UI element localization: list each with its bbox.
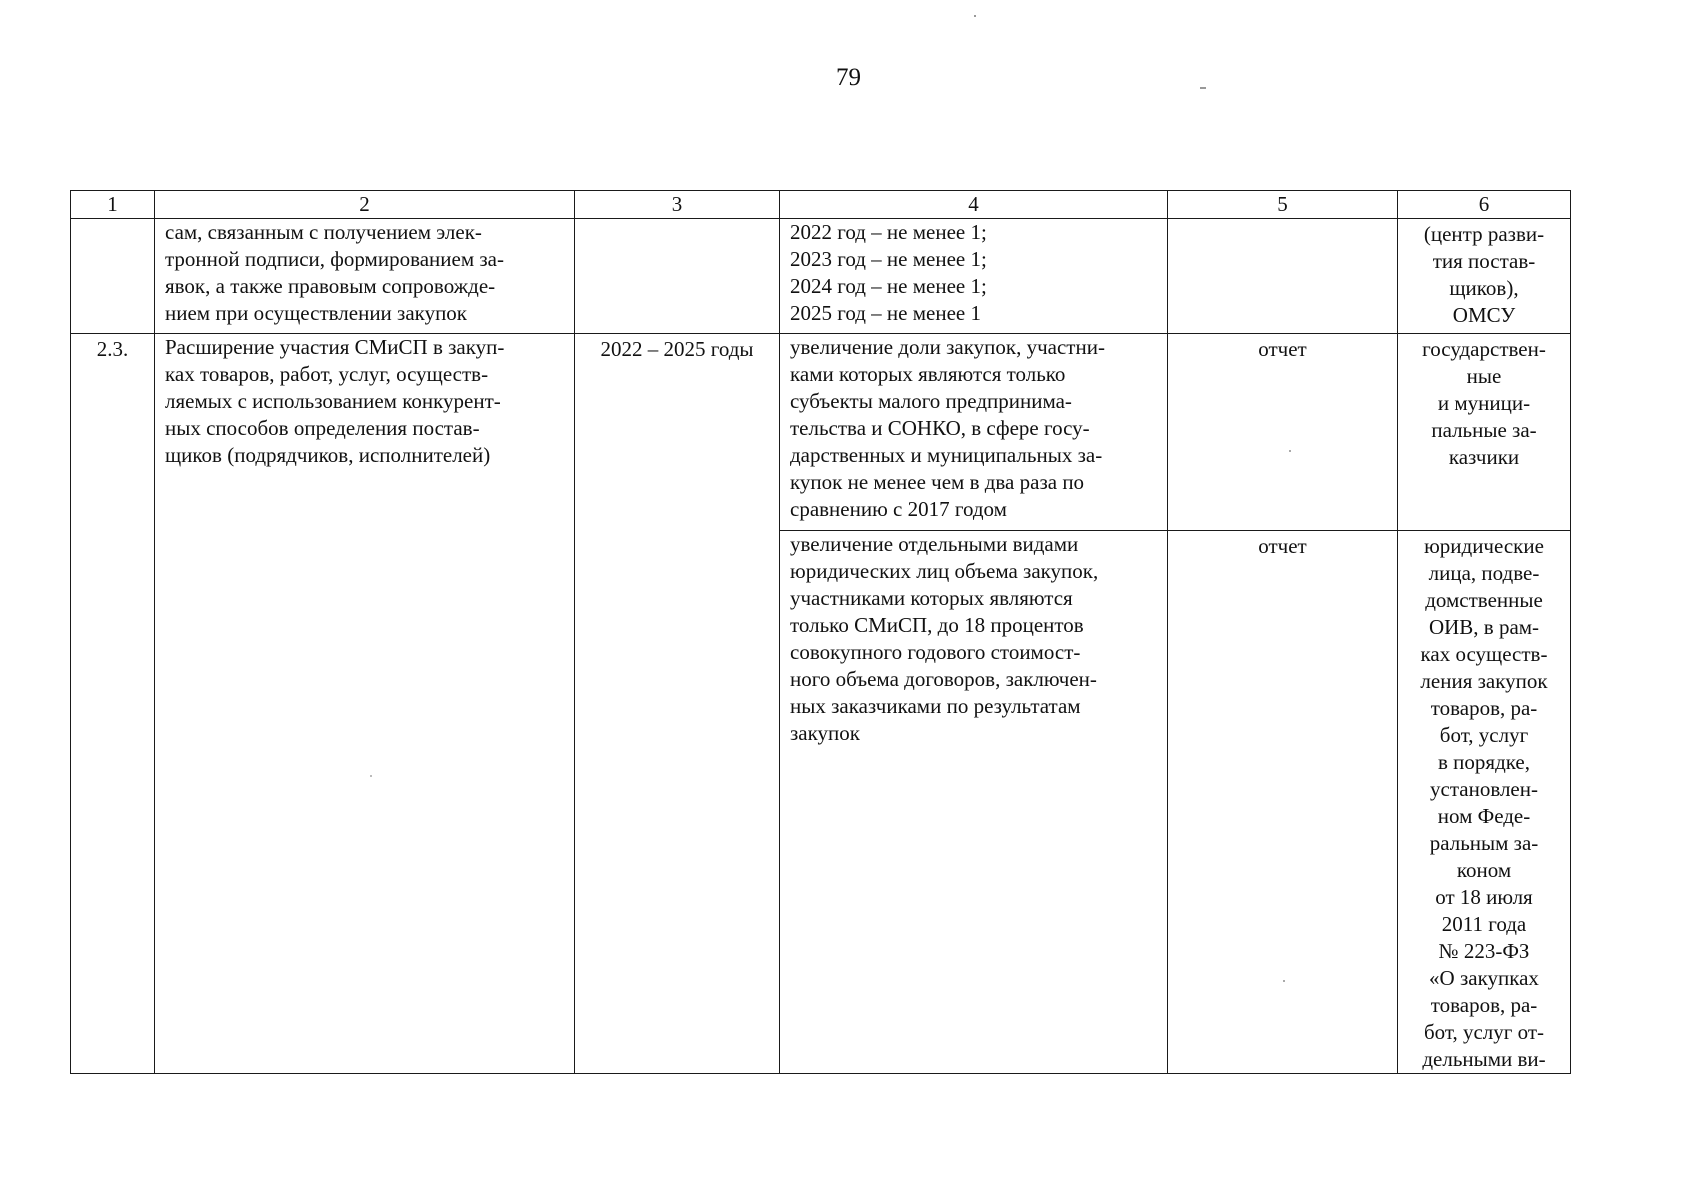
text-line: пальные за- <box>1431 418 1537 442</box>
measure-description-cell <box>155 219 575 334</box>
text-line: и муници- <box>1437 391 1531 415</box>
text-line: государствен- <box>1422 337 1546 361</box>
scan-speck <box>974 15 976 17</box>
column-number-2: 2 <box>155 191 575 219</box>
text-line: бот, услуг <box>1439 723 1529 747</box>
text-line: казчики <box>1448 445 1520 469</box>
text-line: бот, услуг от- <box>1423 1020 1545 1044</box>
table-row <box>71 334 1571 531</box>
text-line: ном Феде- <box>1437 804 1531 828</box>
text-line: сам, связанным с получением элек- <box>165 220 482 244</box>
text-line: только СМиСП, до 18 процентов <box>790 613 1084 637</box>
text-line: купок не менее чем в два раза по <box>790 470 1085 494</box>
text-line: домственные <box>1425 588 1543 612</box>
text-line: ных способов определения постав- <box>165 416 480 440</box>
period-cell: 2022 – 2025 годы <box>575 334 780 1074</box>
text-line: установлен- <box>1430 777 1538 801</box>
text-line: 2022 год – не менее 1; <box>790 220 987 244</box>
text-line: щиков), <box>1449 276 1519 300</box>
indicator-cell <box>780 219 1168 334</box>
text-line: товаров, ра- <box>1430 993 1538 1017</box>
column-number-5: 5 <box>1168 191 1398 219</box>
text-line: товаров, ра- <box>1430 696 1538 720</box>
text-line: ках товаров, работ, услуг, осуществ- <box>165 362 489 386</box>
plan-table <box>70 190 1571 1074</box>
text-line: ральным за- <box>1429 831 1539 855</box>
text-line: увеличение отдельными видами <box>790 532 1079 556</box>
text-line: тронной подписи, формированием за- <box>165 247 504 271</box>
text-line: явок, а также правовым сопровожде- <box>165 274 496 298</box>
text-line: ных заказчиками по результатам <box>790 694 1081 718</box>
text-line: тельства и СОНКО, в сфере госу- <box>790 416 1090 440</box>
text-line: 2011 года <box>1441 912 1527 936</box>
text-line: закупок <box>790 721 860 745</box>
text-line: субъекты малого предпринима- <box>790 389 1072 413</box>
column-number-1: 1 <box>71 191 155 219</box>
text-line: лица, подве- <box>1428 561 1540 585</box>
text-line: 2023 год – не менее 1; <box>790 247 987 271</box>
text-line: ления закупок <box>1420 669 1548 693</box>
indicator-cell <box>780 531 1168 1074</box>
executor-cell <box>1398 531 1571 1074</box>
result-form-cell: отчет <box>1168 531 1398 1074</box>
executor-cell <box>1398 334 1571 531</box>
row-number-cell <box>71 219 155 334</box>
text-line: сравнению с 2017 годом <box>790 497 1007 521</box>
text-line: в порядке, <box>1438 750 1530 774</box>
text-line: ОМСУ <box>1452 303 1516 327</box>
text-line: щиков (подрядчиков, исполнителей) <box>165 443 491 467</box>
row-number-cell: 2.3. <box>71 334 155 1074</box>
period-cell <box>575 219 780 334</box>
text-line: нием при осуществлении закупок <box>165 301 468 325</box>
page-number: 79 <box>836 64 861 91</box>
executor-cell <box>1398 219 1571 334</box>
text-line: 2024 год – не менее 1; <box>790 274 987 298</box>
column-number-4: 4 <box>780 191 1168 219</box>
column-number-3: 3 <box>575 191 780 219</box>
text-line: от 18 июля <box>1435 885 1533 909</box>
text-line: ляемых с использованием конкурент- <box>165 389 501 413</box>
result-form-cell <box>1168 219 1398 334</box>
text-line: «О закупках <box>1429 966 1539 990</box>
indicator-cell <box>780 334 1168 531</box>
text-line: тия постав- <box>1432 249 1536 273</box>
text-line: ОИВ, в рам- <box>1428 615 1540 639</box>
measure-description-cell <box>155 334 575 1074</box>
text-line: № 223-ФЗ <box>1438 939 1530 963</box>
text-line: ками которых являются только <box>790 362 1066 386</box>
text-line: Расширение участия СМиСП в закуп- <box>165 335 505 359</box>
text-line: ках осуществ- <box>1420 642 1548 666</box>
text-line: дарственных и муниципальных за- <box>790 443 1103 467</box>
text-line: ного объема договоров, заключен- <box>790 667 1097 691</box>
table-header-row <box>71 191 1571 219</box>
text-line: увеличение доли закупок, участни- <box>790 335 1105 359</box>
text-line: 2025 год – не менее 1 <box>790 301 981 325</box>
text-line: юридических лиц объема закупок, <box>790 559 1099 583</box>
scan-speck <box>1200 87 1206 89</box>
text-line: совокупного годового стоимост- <box>790 640 1081 664</box>
text-line: коном <box>1456 858 1512 882</box>
table-row <box>71 219 1571 334</box>
result-form-cell: отчет <box>1168 334 1398 531</box>
text-line: юридические <box>1424 534 1544 558</box>
text-line: участниками которых являются <box>790 586 1073 610</box>
text-line: (центр разви- <box>1423 222 1545 246</box>
text-line: дельными ви- <box>1422 1047 1546 1071</box>
column-number-6: 6 <box>1398 191 1571 219</box>
text-line: ные <box>1466 364 1502 388</box>
